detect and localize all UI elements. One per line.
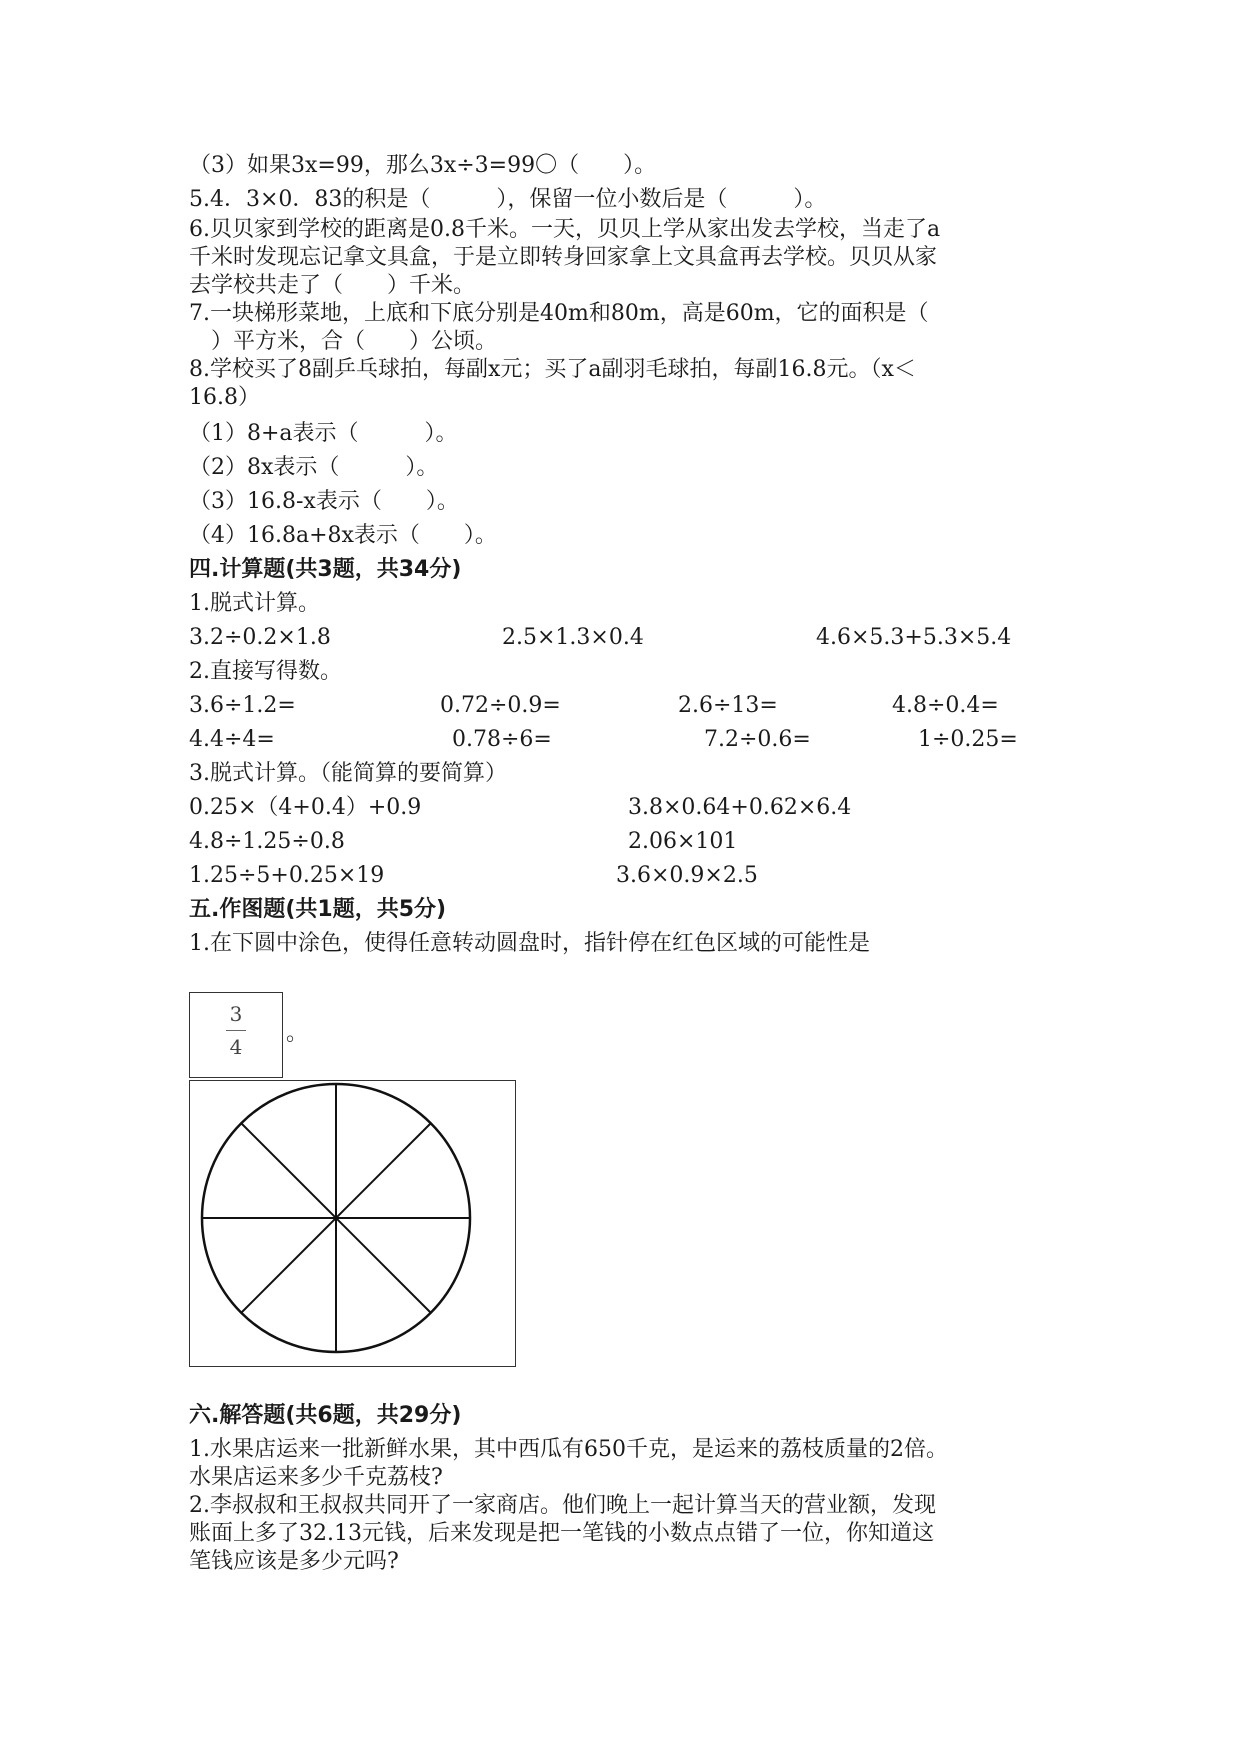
q2-item-5: 4.4÷4= xyxy=(189,727,275,752)
question-6-line3: 去学校共走了（ ）千米。 xyxy=(189,273,476,298)
fraction-box xyxy=(189,992,283,1078)
question-6-line1: 6.贝贝家到学校的距离是0.8千米。一天，贝贝上学从家出发去学校，当走了a xyxy=(189,217,941,242)
q1-expression-2: 2.5×1.3×0.4 xyxy=(502,625,644,650)
q3-expression-2: 3.8×0.64+0.62×6.4 xyxy=(628,795,852,820)
q2-item-1: 3.6÷1.2= xyxy=(189,693,296,718)
q3-expression-6: 3.6×0.9×2.5 xyxy=(616,863,758,888)
q2-item-6: 0.78÷6= xyxy=(452,727,552,752)
fraction-period: 。 xyxy=(286,1021,309,1046)
q2-item-8: 1÷0.25= xyxy=(918,727,1018,752)
fraction xyxy=(190,1001,282,1060)
section-5-q1: 1.在下圆中涂色，使得任意转动圆盘时，指针停在红色区域的可能性是 xyxy=(189,931,870,956)
q2-item-3: 2.6÷13= xyxy=(678,693,778,718)
question-7-line1: 7.一块梯形菜地，上底和下底分别是40m和80m，高是60m，它的面积是（ xyxy=(189,301,929,326)
spinner-spokes xyxy=(202,1084,470,1352)
section-4-q2: 2.直接写得数。 xyxy=(189,659,342,684)
spinner-figure xyxy=(189,1080,516,1367)
q2-item-7: 7.2÷0.6= xyxy=(704,727,811,752)
section-4-q1: 1.脱式计算。 xyxy=(189,591,320,616)
q1-expression-1: 3.2÷0.2×1.8 xyxy=(189,625,331,650)
section-6-q1-line1: 1.水果店运来一批新鲜水果，其中西瓜有650千克，是运来的荔枝质量的2倍。 xyxy=(189,1437,948,1462)
question-3-sub3: （3）如果3x=99，那么3x÷3=99〇（ ）。 xyxy=(189,153,657,178)
question-8-line1: 8.学校买了8副乒乓球拍，每副x元；买了a副羽毛球拍，每副16.8元。（x＜ xyxy=(189,357,916,382)
q2-item-4: 4.8÷0.4= xyxy=(892,693,999,718)
q3-expression-5: 1.25÷5+0.25×19 xyxy=(189,863,385,888)
fraction-denominator: 4 xyxy=(229,1035,243,1059)
section-6-q2-line1: 2.李叔叔和王叔叔共同开了一家商店。他们晚上一起计算当天的营业额，发现 xyxy=(189,1493,936,1518)
spinner-svg xyxy=(190,1081,515,1366)
question-8-sub4: （4）16.8a+8x表示（ ）。 xyxy=(189,523,497,548)
section-6-q2-line2: 账面上多了32.13元钱，后来发现是把一笔钱的小数点点错了一位，你知道这 xyxy=(189,1521,934,1546)
section-4-title: 四.计算题(共3题，共34分) xyxy=(189,557,462,582)
section-6-title: 六.解答题(共6题，共29分) xyxy=(189,1403,462,1428)
question-8-sub1: （1）8+a表示（ ）。 xyxy=(189,421,458,446)
question-8-sub3: （3）16.8-x表示（ ）。 xyxy=(189,489,459,514)
question-5: 5.4．3×0．83的积是（ ），保留一位小数后是（ ）。 xyxy=(189,187,827,212)
section-4-q3: 3.脱式计算。（能简算的要简算） xyxy=(189,761,507,786)
q2-item-2: 0.72÷0.9= xyxy=(440,693,561,718)
q3-expression-1: 0.25×（4+0.4）+0.9 xyxy=(189,795,422,820)
q3-expression-4: 2.06×101 xyxy=(628,829,738,854)
q3-expression-3: 4.8÷1.25÷0.8 xyxy=(189,829,345,854)
q1-expression-3: 4.6×5.3+5.3×5.4 xyxy=(816,625,1012,650)
section-6-q1-line2: 水果店运来多少千克荔枝? xyxy=(189,1465,443,1490)
section-6-q2-line3: 笔钱应该是多少元吗? xyxy=(189,1549,399,1574)
question-6-line2: 千米时发现忘记拿文具盒，于是立即转身回家拿上文具盒再去学校。贝贝从家 xyxy=(189,245,938,270)
question-7-line2: ）平方米，合（ ）公顷。 xyxy=(189,329,498,354)
fraction-bar xyxy=(226,1030,246,1031)
question-8-line2: 16.8） xyxy=(189,385,260,410)
fraction-numerator: 3 xyxy=(229,1002,243,1026)
question-8-sub2: （2）8x表示（ ）。 xyxy=(189,455,439,480)
section-5-title: 五.作图题(共1题，共5分) xyxy=(189,897,447,922)
